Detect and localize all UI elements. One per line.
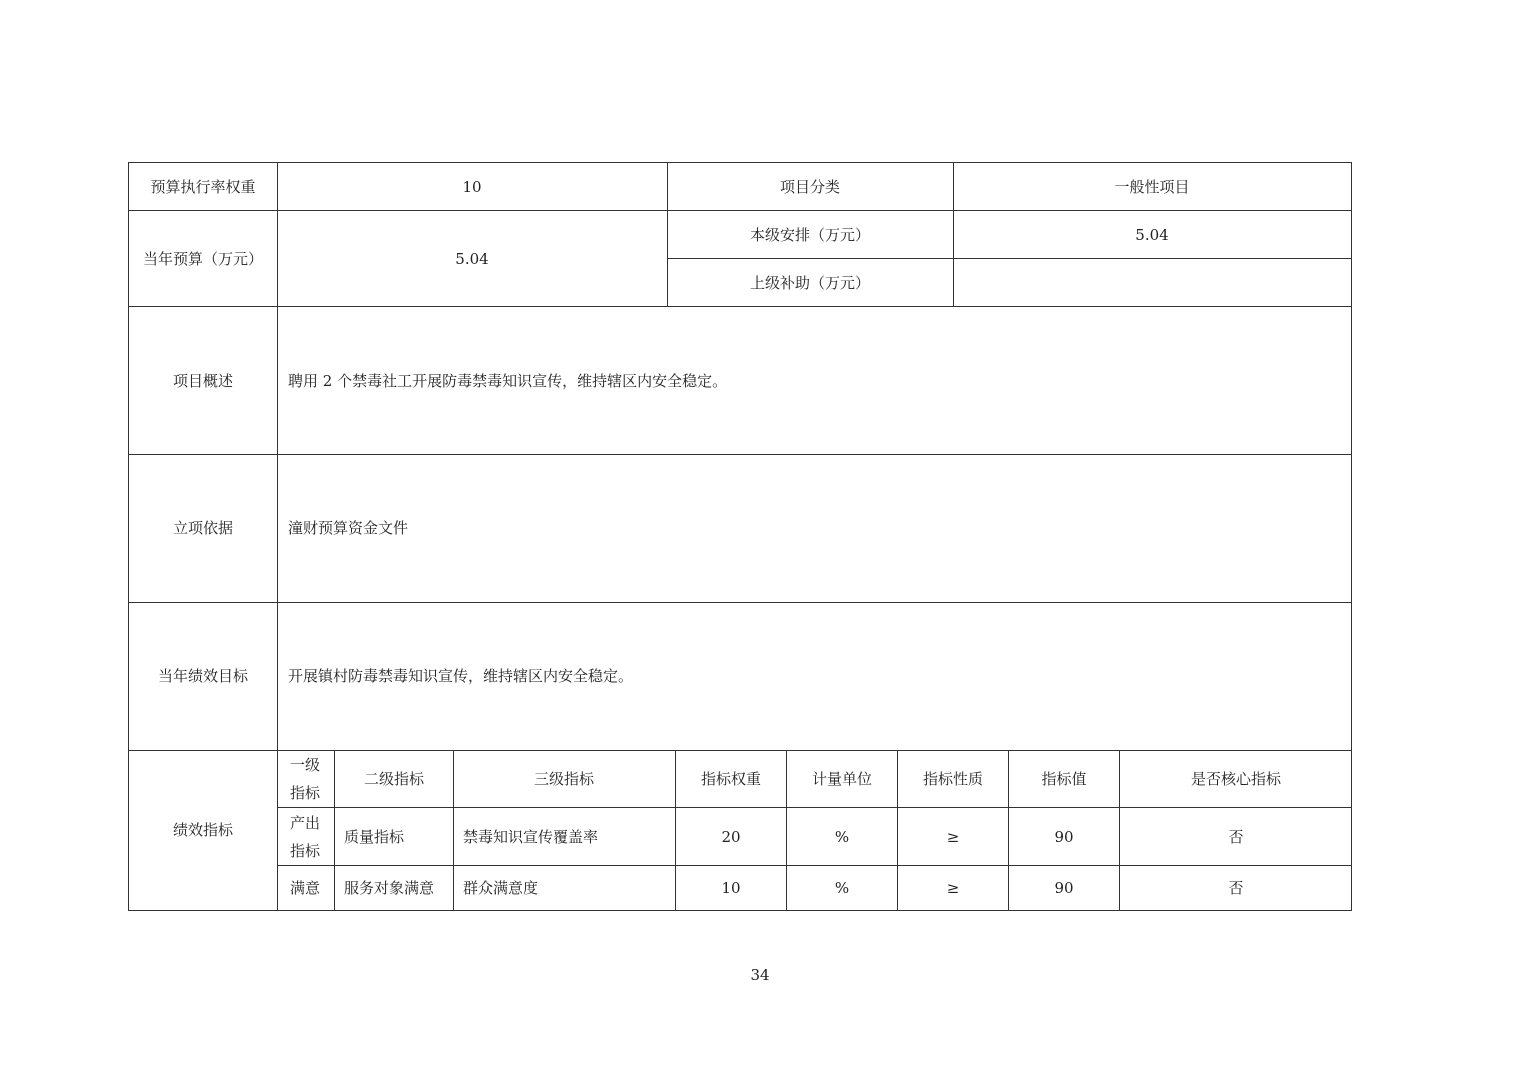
row1-level3: 禁毒知识宣传覆盖率 xyxy=(463,828,599,846)
column-divider xyxy=(277,162,278,911)
goal-text: 开展镇村防毒禁毒知识宣传，维持辖区内安全稳定。 xyxy=(288,667,634,685)
column-divider xyxy=(675,750,676,911)
row2-unit: % xyxy=(834,879,850,897)
header-level2: 二级指标 xyxy=(363,770,425,788)
category-value: 一般性项目 xyxy=(1114,178,1190,196)
upper-subsidy-label: 上级补助（万元） xyxy=(749,274,871,292)
column-divider xyxy=(453,750,454,911)
row2-nature: ≥ xyxy=(946,879,960,897)
header-value: 指标值 xyxy=(1041,770,1087,788)
column-divider xyxy=(897,750,898,911)
row1-level1: 产出 xyxy=(289,814,321,832)
header-nature: 指标性质 xyxy=(922,770,984,788)
column-divider xyxy=(1119,750,1120,911)
row1-level1: 指标 xyxy=(289,842,321,860)
budget-value: 5.04 xyxy=(455,250,489,268)
header-unit: 计量单位 xyxy=(811,770,873,788)
local-budget-label: 本级安排（万元） xyxy=(749,226,871,244)
row1-unit: % xyxy=(834,828,850,846)
overview-label: 项目概述 xyxy=(172,372,234,390)
table-border-top xyxy=(128,162,1352,163)
row2-level3: 群众满意度 xyxy=(463,879,539,897)
row1-core: 否 xyxy=(1228,828,1244,846)
category-label: 项目分类 xyxy=(779,178,841,196)
column-divider xyxy=(1008,750,1009,911)
page-number: 34 xyxy=(750,966,770,984)
table-border-bottom xyxy=(128,910,1352,911)
row2-value: 90 xyxy=(1054,879,1074,897)
column-divider xyxy=(334,750,335,911)
row1-weight: 20 xyxy=(721,828,741,846)
row-divider xyxy=(277,865,1352,866)
row2-level2: 服务对象满意 xyxy=(344,879,435,897)
header-core: 是否核心指标 xyxy=(1190,770,1282,788)
header-level1: 一级 xyxy=(289,756,321,774)
basis-text: 潼财预算资金文件 xyxy=(288,519,409,537)
row-divider xyxy=(128,602,1352,603)
row-divider xyxy=(128,306,1352,307)
table-border-left xyxy=(128,162,129,911)
column-divider xyxy=(786,750,787,911)
row-divider xyxy=(128,750,1352,751)
goal-label: 当年绩效目标 xyxy=(157,667,249,685)
overview-text: 聘用 2 个禁毒社工开展防毒禁毒知识宣传，维持辖区内安全稳定。 xyxy=(288,372,728,390)
header-level3: 三级指标 xyxy=(533,770,595,788)
local-budget-value: 5.04 xyxy=(1135,226,1169,244)
table-border-right xyxy=(1351,162,1352,911)
row1-level2: 质量指标 xyxy=(344,828,405,846)
weight-label: 预算执行率权重 xyxy=(150,178,256,196)
column-divider xyxy=(667,162,668,306)
row-divider xyxy=(128,454,1352,455)
row-divider xyxy=(128,210,1352,211)
row-divider xyxy=(667,258,1352,259)
header-level1: 指标 xyxy=(289,784,321,802)
budget-label: 当年预算（万元） xyxy=(142,250,264,268)
weight-value: 10 xyxy=(462,178,482,196)
row1-nature: ≥ xyxy=(946,828,960,846)
row1-value: 90 xyxy=(1054,828,1074,846)
indicators-label: 绩效指标 xyxy=(172,821,234,839)
column-divider xyxy=(953,162,954,306)
row2-core: 否 xyxy=(1228,879,1244,897)
row-divider xyxy=(277,807,1352,808)
row2-level1: 满意 xyxy=(289,879,321,897)
basis-label: 立项依据 xyxy=(172,519,234,537)
header-weight: 指标权重 xyxy=(700,770,762,788)
row2-weight: 10 xyxy=(721,879,741,897)
